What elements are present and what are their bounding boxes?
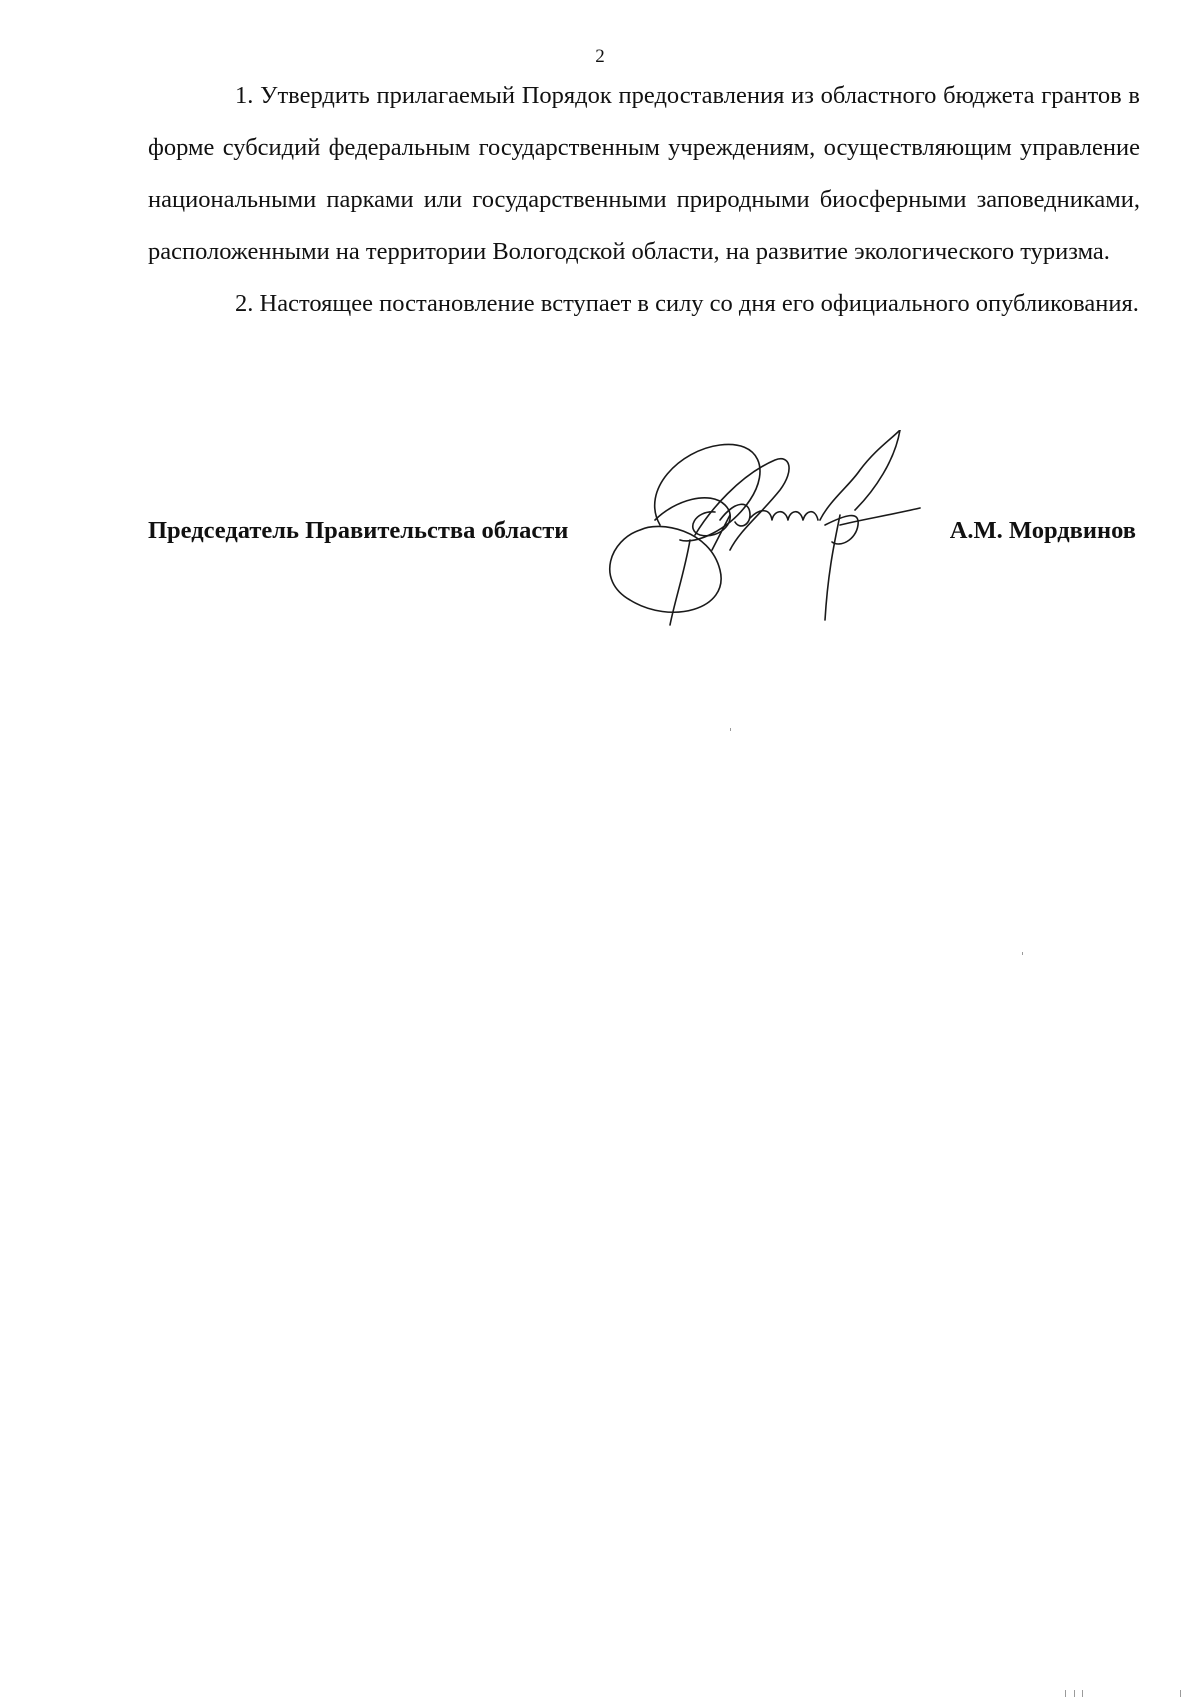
document-body bbox=[148, 70, 1140, 330]
paragraph-1: 1. Утвердить прилагаемый Порядок предоставления из областного бюджета грантов в форме субсидий федеральным государственным учреждениям, осуществляющим управление национальными парками или государственными природными биосферными заповедниками, расположенными на территории Вологодской области, на развитие экологического туризма. bbox=[148, 82, 1140, 265]
handwritten-signature bbox=[600, 430, 960, 630]
signatory-name: А.М. Мордвинов bbox=[949, 517, 1136, 544]
scan-mark bbox=[1082, 1690, 1083, 1697]
signatory-title: Председатель Правительства области bbox=[148, 517, 569, 544]
scan-mark bbox=[730, 728, 731, 731]
scan-mark bbox=[1065, 1690, 1066, 1697]
paragraph-2: 2. Настоящее постановление вступает в силу со дня его официального опубликования. bbox=[235, 290, 1139, 317]
page-number: 2 bbox=[595, 46, 605, 67]
scan-mark bbox=[1074, 1690, 1075, 1697]
scan-mark bbox=[1180, 1690, 1181, 1697]
scan-mark bbox=[1022, 952, 1023, 955]
